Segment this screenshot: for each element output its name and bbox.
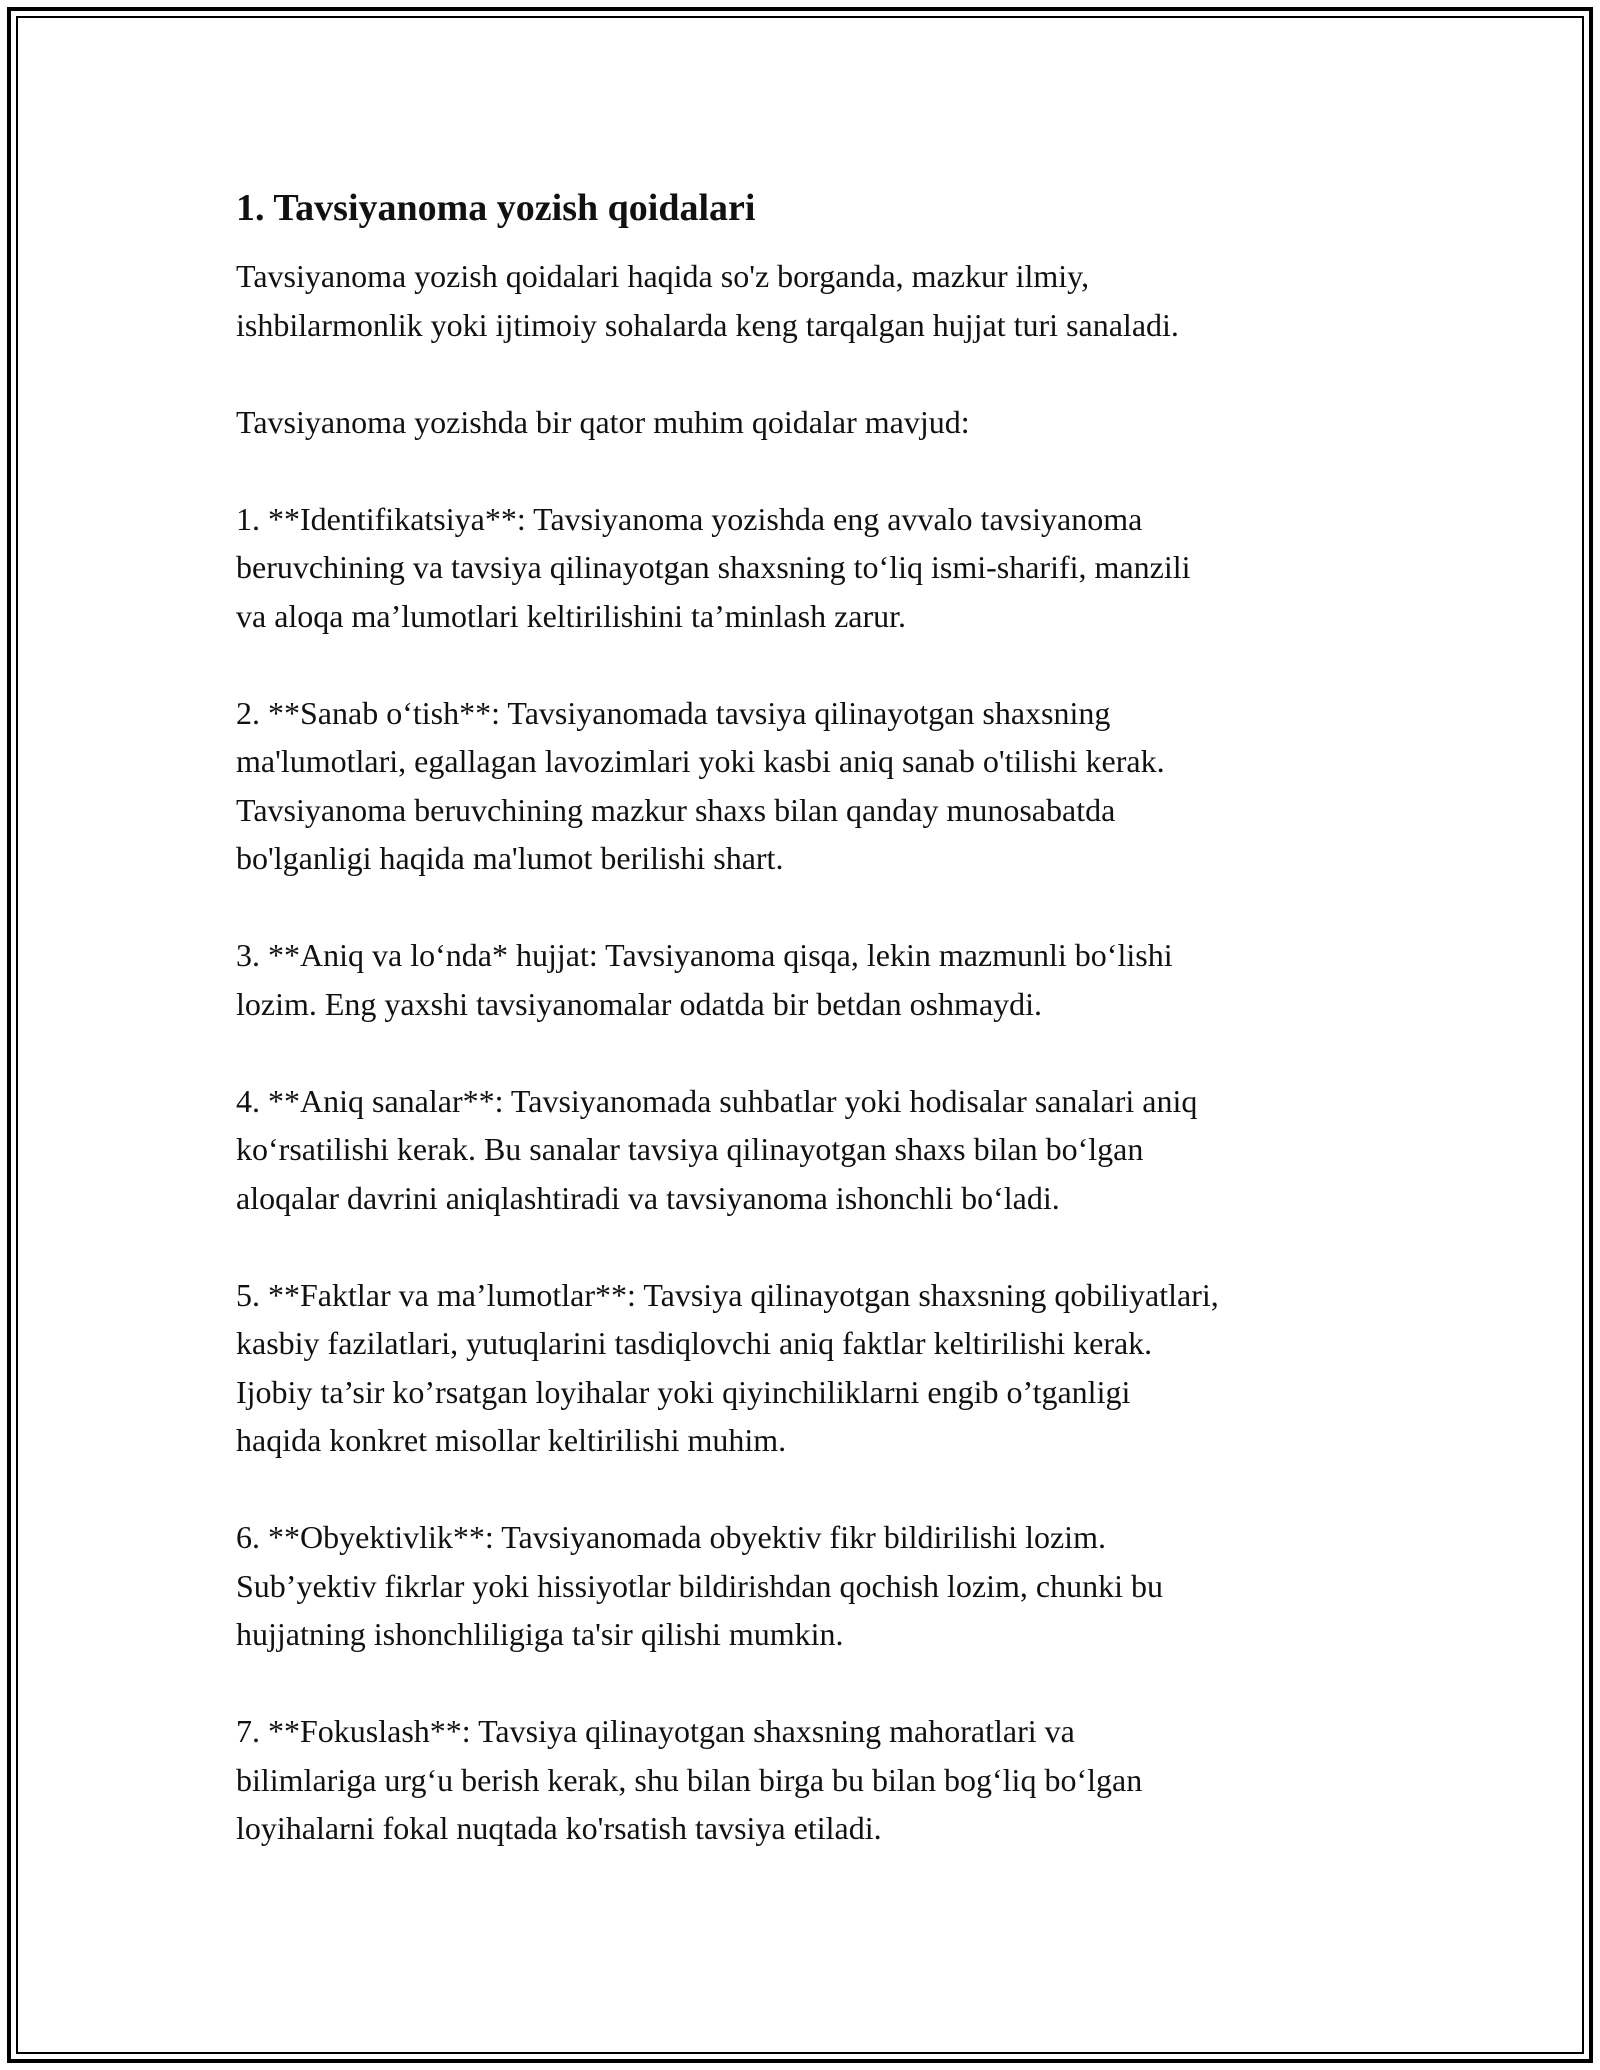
intro-paragraph: Tavsiyanoma yozish qoidalari haqida so'z borganda, mazkur ilmiy, ishbilarmonlik yoki ijtimoiy sohalarda keng tarqalgan hujjat turi sanaladi.	[236, 258, 1179, 343]
rule-7-fokuslash: 7. **Fokuslash**: Tavsiya qilinayotgan shaxsning mahoratlari va bilimlariga urg‘u berish kerak, shu bilan birga bu bilan bog‘liq bo‘lgan loyihalarni fokal nuqtada ko'rsatish tavsiya etiladi.	[236, 1713, 1143, 1846]
document-body	[236, 184, 1386, 1901]
rule-5-faktlar: 5. **Faktlar va ma’lumotlar**: Tavsiya qilinayotgan shaxsning qobiliyatlari, kasbiy fazilatlari, yutuqlarini tasdiqlovchi aniq faktlar keltirilishi kerak. Ijobiy ta’sir ko’rsatgan loyihalar yoki qiyinchiliklarni engib o’tganligi haqida konkret misollar keltirilishi muhim.	[236, 1276, 1219, 1458]
document-title: 1. Tavsiyanoma yozish qoidalari	[236, 187, 756, 229]
rule-3-aniq-va-londa: 3. **Aniq va lo‘nda* hujjat: Tavsiyanoma qisqa, lekin mazmunli bo‘lishi lozim. Eng yaxshi tavsiyanomalar odatda bir betdan oshmaydi.	[236, 937, 1173, 1022]
rule-1-identifikatsiya: 1. **Identifikatsiya**: Tavsiyanoma yozishda eng avvalo tavsiyanoma beruvchining va tavsiya qilinayotgan shaxsning to‘liq ismi-sharifi, manzili va aloqa ma’lumotlari keltirilishini ta’minlash zarur.	[236, 500, 1191, 634]
rule-6-obyektivlik: 6. **Obyektivlik**: Tavsiyanomada obyektiv fikr bildirilishi lozim. Sub’yektiv fikrlar yoki hissiyotlar bildirishdan qochish lozim, chunki bu hujjatning ishonchliligiga ta'sir qilishi mumkin.	[236, 1519, 1163, 1652]
rule-4-aniq-sanalar: 4. **Aniq sanalar**: Tavsiyanomada suhbatlar yoki hodisalar sanalari aniq ko‘rsatilishi kerak. Bu sanalar tavsiya qilinayotgan shaxs bilan bo‘lgan aloqalar davrini aniqlashtiradi va tavsiyanoma ishonchli bo‘ladi.	[236, 1082, 1198, 1216]
rules-lead-paragraph: Tavsiyanoma yozishda bir qator muhim qoidalar mavjud:	[236, 403, 970, 440]
rule-2-sanab-otish: 2. **Sanab o‘tish**: Tavsiyanomada tavsiya qilinayotgan shaxsning ma'lumotlari, egallagan lavozimlari yoki kasbi aniq sanab o'tilishi kerak. Tavsiyanoma beruvchining mazkur shaxs bilan qanday munosabatda bo'lganligi haqida ma'lumot berilishi shart.	[236, 694, 1165, 876]
